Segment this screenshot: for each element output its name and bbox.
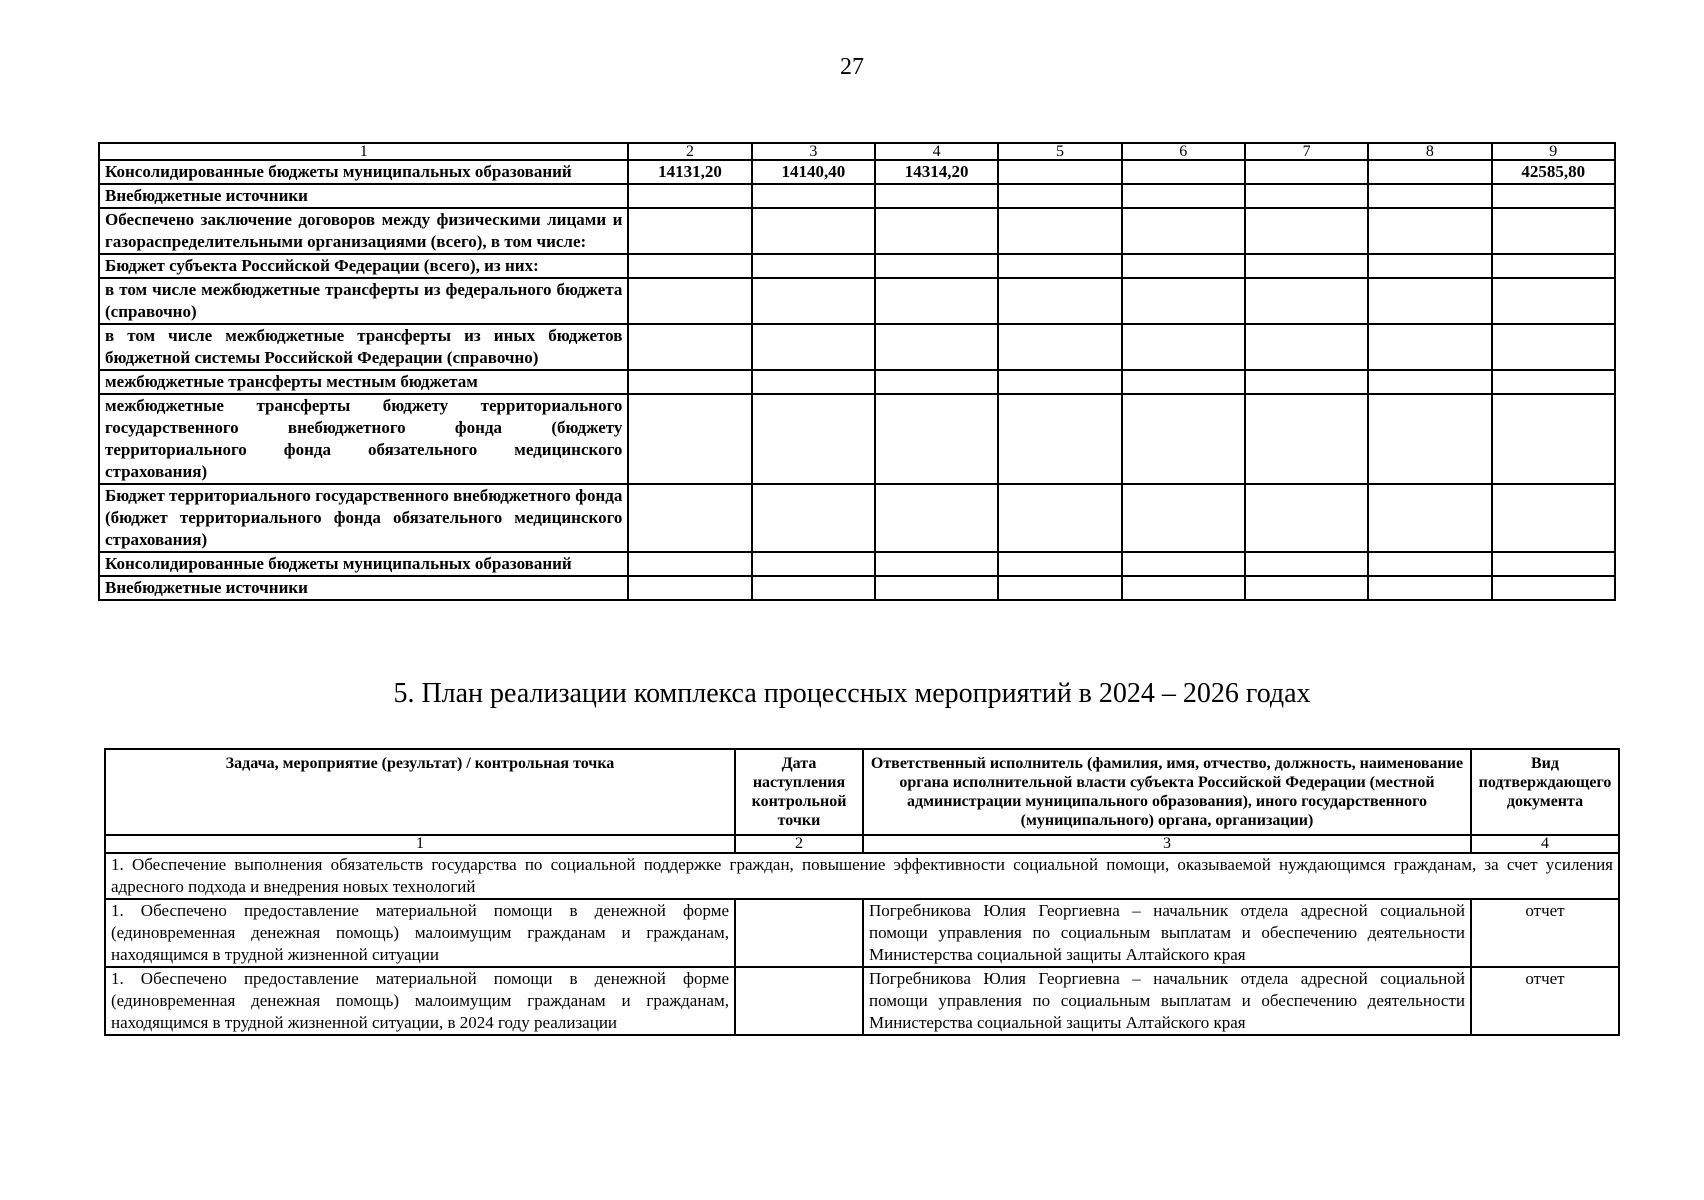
finance-value-cell xyxy=(628,324,751,370)
column-number: 6 xyxy=(1122,143,1245,160)
finance-value-cell xyxy=(628,208,751,254)
finance-value-cell xyxy=(1492,208,1615,254)
finance-value-cell xyxy=(1492,254,1615,278)
finance-value-cell xyxy=(1122,324,1245,370)
finance-value-cell xyxy=(1368,552,1491,576)
finance-value-cell xyxy=(1245,184,1368,208)
finance-value-cell xyxy=(1245,484,1368,552)
finance-value-cell xyxy=(875,484,998,552)
finance-value-cell xyxy=(1122,484,1245,552)
finance-value-cell xyxy=(752,324,875,370)
finance-value-cell xyxy=(752,254,875,278)
finance-value-cell xyxy=(1122,370,1245,394)
finance-row xyxy=(99,160,1615,184)
finance-row xyxy=(99,324,1615,370)
finance-value-cell xyxy=(875,208,998,254)
finance-value-cell xyxy=(998,394,1121,484)
header-executor: Ответственный исполнитель (фамилия, имя, отчество, должность, наименование органа исполнительной власти субъекта Российской Федерации (местной администрации муниципального образования), иного государственного (муниципального) органа, организации) xyxy=(863,749,1471,835)
finance-value-cell xyxy=(998,552,1121,576)
finance-value-cell xyxy=(752,370,875,394)
finance-value-cell xyxy=(1122,184,1245,208)
finance-row xyxy=(99,208,1615,254)
task-row xyxy=(105,853,1619,899)
finance-row-label: межбюджетные трансферты бюджету территориального государственного внебюджетного фонда (бюджету территориального фонда обязательного медицинского страхования) xyxy=(99,394,628,484)
finance-value-cell xyxy=(1368,394,1491,484)
finance-value-cell xyxy=(1368,484,1491,552)
finance-value-cell xyxy=(1245,576,1368,600)
plan-result: 1. Обеспечено предоставление материальной помощи в денежной форме (единовременная денежная помощь) малоимущим гражданам и гражданам, находящимся в трудной жизненной ситуации xyxy=(105,899,735,967)
finance-row-label: в том числе межбюджетные трансферты из федерального бюджета (справочно) xyxy=(99,278,628,324)
task-description: 1. Обеспечение выполнения обязательств государства по социальной поддержке граждан, повышение эффективности социальной помощи, оказываемой нуждающимся гражданам, за счет усиления адресного подхода и внедрения новых технологий xyxy=(105,853,1619,899)
column-number: 7 xyxy=(1245,143,1368,160)
finance-value-cell xyxy=(1122,576,1245,600)
finance-value-cell xyxy=(628,278,751,324)
page-number: 27 xyxy=(840,54,864,80)
plan-date xyxy=(735,967,863,1035)
finance-value-cell xyxy=(1492,184,1615,208)
column-number: 3 xyxy=(752,143,875,160)
finance-column-numbers-row xyxy=(99,143,1615,160)
plan-row xyxy=(105,899,1619,967)
finance-value-cell xyxy=(628,576,751,600)
finance-value-cell xyxy=(875,552,998,576)
finance-value-cell xyxy=(875,184,998,208)
finance-value-cell xyxy=(1245,324,1368,370)
finance-value-cell xyxy=(875,254,998,278)
finance-value-cell xyxy=(628,184,751,208)
finance-value-cell xyxy=(1122,552,1245,576)
finance-value-cell xyxy=(628,370,751,394)
finance-table xyxy=(98,142,1616,601)
finance-row xyxy=(99,394,1615,484)
finance-value-cell xyxy=(998,484,1121,552)
finance-value-cell xyxy=(1245,160,1368,184)
column-number: 1 xyxy=(105,835,735,853)
finance-value-cell xyxy=(752,184,875,208)
finance-value-cell xyxy=(1122,208,1245,254)
finance-value-cell xyxy=(1122,394,1245,484)
column-number: 3 xyxy=(863,835,1471,853)
finance-row xyxy=(99,576,1615,600)
finance-row-label: Внебюджетные источники xyxy=(99,184,628,208)
finance-value-cell xyxy=(752,576,875,600)
finance-value-cell: 42585,80 xyxy=(1492,160,1615,184)
finance-value-cell xyxy=(1245,208,1368,254)
finance-value-cell xyxy=(875,370,998,394)
column-number: 2 xyxy=(628,143,751,160)
finance-value-cell xyxy=(1492,370,1615,394)
header-task: Задача, мероприятие (результат) / контрольная точка xyxy=(105,749,735,835)
finance-value-cell xyxy=(1492,576,1615,600)
column-number: 4 xyxy=(875,143,998,160)
column-number: 4 xyxy=(1471,835,1619,853)
finance-value-cell xyxy=(1245,278,1368,324)
finance-row xyxy=(99,254,1615,278)
finance-row-label: Обеспечено заключение договоров между физическими лицами и газораспределительными организациями (всего), в том числе: xyxy=(99,208,628,254)
finance-value-cell xyxy=(628,552,751,576)
finance-value-cell xyxy=(1368,254,1491,278)
plan-column-numbers-row xyxy=(105,835,1619,853)
finance-value-cell xyxy=(1245,254,1368,278)
finance-value-cell xyxy=(1492,552,1615,576)
column-number: 1 xyxy=(99,143,628,160)
header-date: Дата наступления контрольной точки xyxy=(735,749,863,835)
column-number: 5 xyxy=(998,143,1121,160)
finance-value-cell xyxy=(998,254,1121,278)
finance-value-cell xyxy=(1122,254,1245,278)
finance-value-cell xyxy=(628,394,751,484)
finance-row xyxy=(99,184,1615,208)
finance-value-cell xyxy=(1122,278,1245,324)
finance-value-cell xyxy=(1492,324,1615,370)
finance-row-label: Консолидированные бюджеты муниципальных образований xyxy=(99,552,628,576)
finance-value-cell xyxy=(628,484,751,552)
finance-value-cell xyxy=(1368,370,1491,394)
column-number: 2 xyxy=(735,835,863,853)
header-document: Вид подтверждающего документа xyxy=(1471,749,1619,835)
plan-document: отчет xyxy=(1471,967,1619,1035)
finance-row xyxy=(99,552,1615,576)
plan-result: 1. Обеспечено предоставление материальной помощи в денежной форме (единовременная денежная помощь) малоимущим гражданам и гражданам, находящимся в трудной жизненной ситуации, в 2024 году реализации xyxy=(105,967,735,1035)
plan-row xyxy=(105,967,1619,1035)
plan-header-row xyxy=(105,749,1619,835)
finance-value-cell xyxy=(998,208,1121,254)
finance-value-cell xyxy=(752,552,875,576)
finance-value-cell xyxy=(998,576,1121,600)
finance-value-cell xyxy=(1368,184,1491,208)
finance-value-cell xyxy=(1492,278,1615,324)
finance-value-cell xyxy=(875,278,998,324)
finance-value-cell xyxy=(1368,576,1491,600)
finance-value-cell xyxy=(1368,324,1491,370)
finance-row xyxy=(99,370,1615,394)
finance-row-label: межбюджетные трансферты местным бюджетам xyxy=(99,370,628,394)
finance-value-cell xyxy=(1245,394,1368,484)
finance-value-cell xyxy=(998,324,1121,370)
finance-value-cell xyxy=(875,394,998,484)
finance-row-label: Консолидированные бюджеты муниципальных образований xyxy=(99,160,628,184)
finance-row-label: Бюджет территориального государственного внебюджетного фонда (бюджет территориального фонда обязательного медицинского страхования) xyxy=(99,484,628,552)
finance-value-cell xyxy=(1122,160,1245,184)
plan-executor: Погребникова Юлия Георгиевна – начальник отдела адресной социальной помощи управления по социальным выплатам и обеспечению деятельности Министерства социальной защиты Алтайского края xyxy=(863,899,1471,967)
finance-value-cell xyxy=(752,208,875,254)
finance-row-label: Бюджет субъекта Российской Федерации (всего), из них: xyxy=(99,254,628,278)
finance-value-cell xyxy=(998,184,1121,208)
finance-row-label: Внебюджетные источники xyxy=(99,576,628,600)
plan-executor: Погребникова Юлия Георгиевна – начальник отдела адресной социальной помощи управления по социальным выплатам и обеспечению деятельности Министерства социальной защиты Алтайского края xyxy=(863,967,1471,1035)
finance-value-cell: 14314,20 xyxy=(875,160,998,184)
finance-value-cell xyxy=(1245,552,1368,576)
finance-value-cell: 14131,20 xyxy=(628,160,751,184)
finance-value-cell xyxy=(998,370,1121,394)
finance-value-cell xyxy=(998,278,1121,324)
finance-value-cell xyxy=(875,324,998,370)
finance-value-cell xyxy=(1368,160,1491,184)
finance-value-cell xyxy=(628,254,751,278)
finance-row-label: в том числе межбюджетные трансферты из иных бюджетов бюджетной системы Российской Федерации (справочно) xyxy=(99,324,628,370)
finance-value-cell xyxy=(752,278,875,324)
plan-date xyxy=(735,899,863,967)
finance-value-cell xyxy=(875,576,998,600)
finance-value-cell xyxy=(998,160,1121,184)
finance-row xyxy=(99,484,1615,552)
plan-table xyxy=(104,748,1620,1036)
finance-value-cell xyxy=(752,484,875,552)
finance-value-cell xyxy=(752,394,875,484)
finance-value-cell xyxy=(1492,394,1615,484)
finance-value-cell xyxy=(1245,370,1368,394)
column-number: 8 xyxy=(1368,143,1491,160)
finance-value-cell: 14140,40 xyxy=(752,160,875,184)
finance-value-cell xyxy=(1492,484,1615,552)
finance-row xyxy=(99,278,1615,324)
column-number: 9 xyxy=(1492,143,1615,160)
plan-document: отчет xyxy=(1471,899,1619,967)
section-title: 5. План реализации комплекса процессных мероприятий в 2024 – 2026 годах xyxy=(393,678,1311,709)
finance-value-cell xyxy=(1368,208,1491,254)
finance-value-cell xyxy=(1368,278,1491,324)
